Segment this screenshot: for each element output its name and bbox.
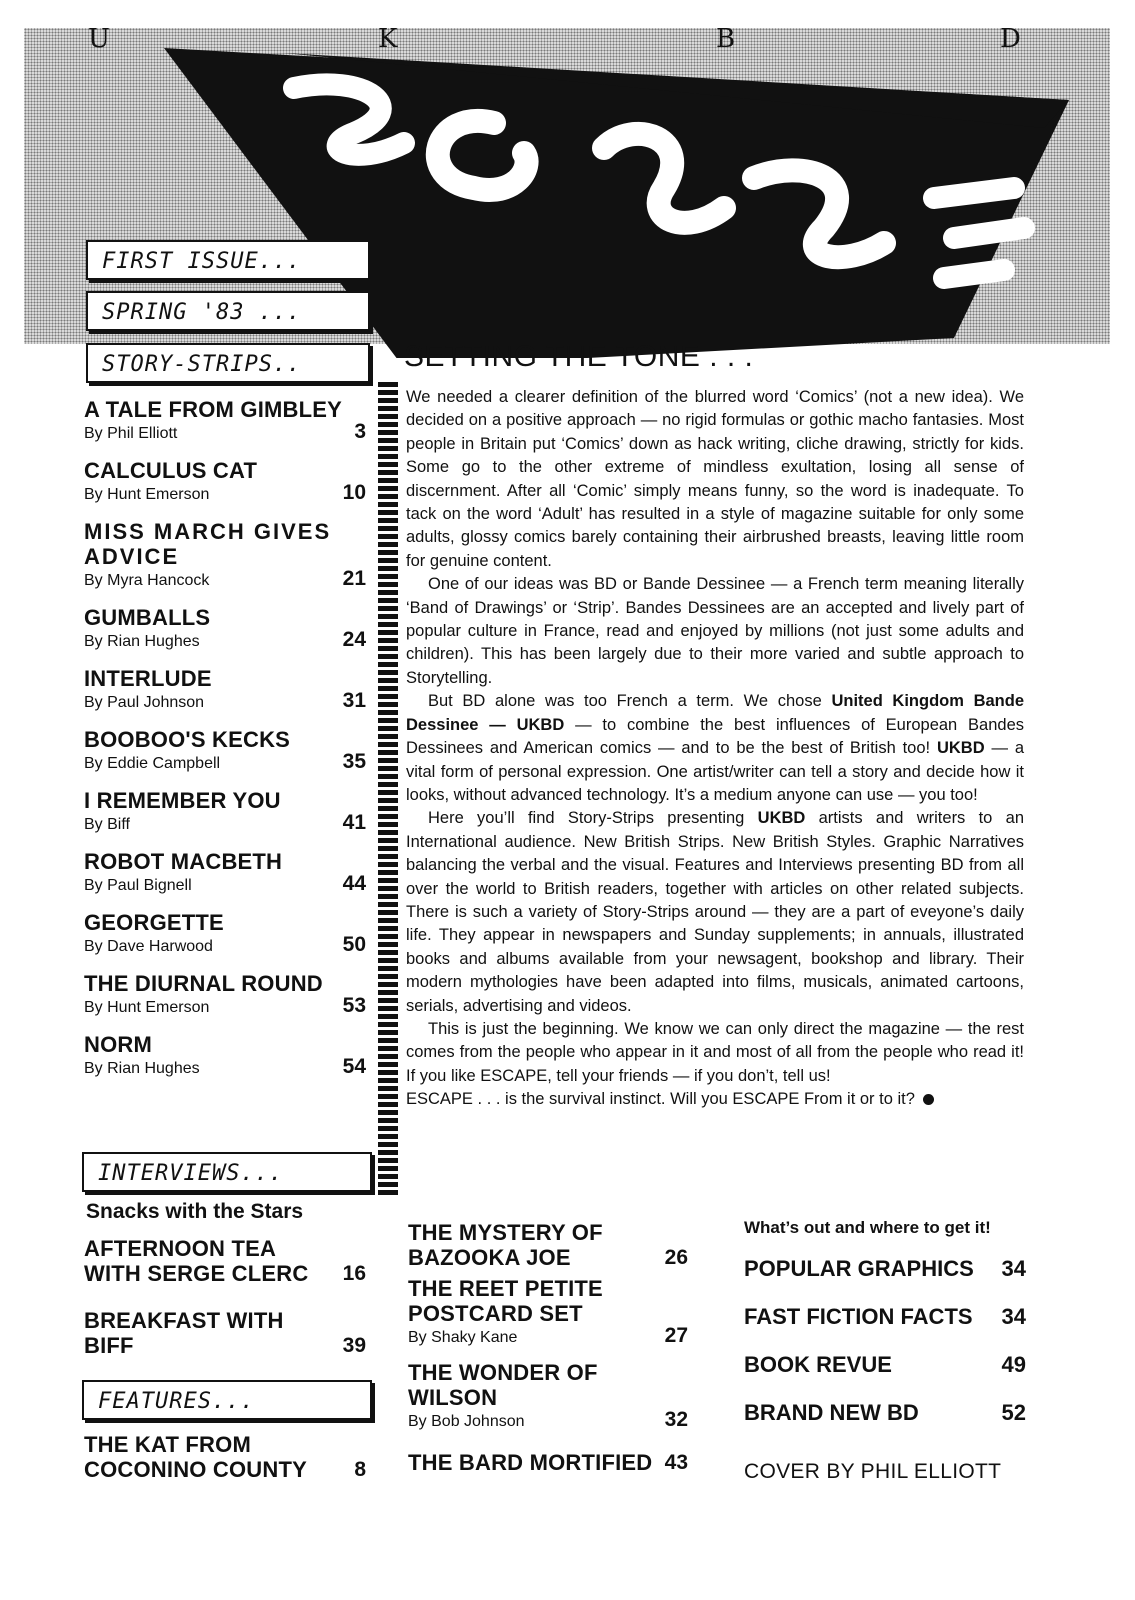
entry-title: MISS MARCH GIVES ADVICE [84, 519, 332, 569]
entry-page: 24 [342, 628, 366, 651]
toc-entry[interactable] [84, 397, 366, 444]
entry-author: By Paul Johnson [84, 694, 205, 711]
middle-contents [408, 1220, 688, 1475]
toc-entry[interactable] [84, 1432, 366, 1482]
entry-author: By Phil Elliott [84, 425, 178, 442]
entry-page: 16 [342, 1262, 366, 1285]
toc-entry[interactable] [84, 1308, 366, 1358]
toc-entry[interactable] [84, 727, 366, 774]
entry-title: THE DIURNAL ROUND [84, 971, 323, 996]
entry-title: THE MYSTERY OF BAZOOKA JOE [408, 1220, 603, 1270]
ukbd-letter-k: K [378, 24, 398, 54]
entry-page: 53 [342, 994, 366, 1017]
entry-author: By Eddie Campbell [84, 755, 221, 772]
entry-page: 50 [342, 933, 366, 956]
essay-paragraph: We needed a clearer definition of the blurred word ‘Comics’ (not a new idea). We decided on a positive approach — no rigid formulas or gothic macho fantasies. Most people in Britain put ‘Comics’ down as hack writing, cliche drawing, strictly for kids. Some go to the other extreme of mindless exultation, losing all sense of discernment. After all ‘Comic’ simply means funny, so the word is inadequate. To tack on the word ‘Adult’ has resulted in a style of magazine suitable for only some adults, glossy comics barely containing their airbrushed breasts, leaving little room for genuine content. [406, 388, 1024, 570]
entry-page: 49 [1001, 1352, 1026, 1377]
entry-page: 21 [342, 567, 366, 590]
entry-author: By Hunt Emerson [84, 486, 210, 503]
cover-credit: COVER BY PHIL ELLIOTT [744, 1460, 1002, 1483]
toc-entry[interactable] [408, 1360, 688, 1432]
ukbd-letter-u: U [88, 24, 110, 54]
toc-entry[interactable] [84, 666, 366, 713]
toc-entry[interactable] [744, 1256, 1026, 1282]
right-subtitle: What’s out and where to get it! [744, 1218, 991, 1237]
toc-entry[interactable] [84, 605, 366, 652]
essay-paragraph: But BD alone was too French a term. We chose United Kingdom Bande Dessinee — UKBD — to combine the best influences of European Bandes Dessinees and American comics — and to be the best of British too! UKBD — a vital form of personal expression. One artist/writer can tell a story and decide how it looks, without advanced technology. It’s a medium anyone can use — you too! [406, 692, 1025, 804]
entry-page: 41 [342, 811, 366, 834]
ukbd-letter-d: D [1000, 24, 1021, 54]
entry-title: THE KAT FROM COCONINO COUNTY [84, 1432, 307, 1482]
striped-divider [378, 382, 398, 1198]
entry-title: THE BARD MORTIFIED [408, 1450, 653, 1475]
toc-entry[interactable] [84, 1032, 366, 1079]
toc-entry[interactable] [84, 1236, 366, 1286]
essay-heading: SETTING THE TONE . . . [404, 340, 754, 373]
entry-page: 26 [664, 1246, 688, 1269]
entry-title: AFTERNOON TEA WITH SERGE CLERC [84, 1236, 309, 1286]
entry-page: 39 [342, 1334, 366, 1357]
entry-title: POPULAR GRAPHICS [744, 1256, 974, 1281]
essay-paragraph: Here you’ll find Story-Strips presenting UKBD artists and writers to an International audience. New British Strips. New British Styles. Graphic Narratives balancing the verbal and the visual. Features and Interviews presenting BD from all over the world to British readers, together with articles on other related subjects. There is such a variety of Story-Strips around — they are a part of eveyone’s daily life. They appear in newspapers and Sunday supplements; in annuals, illustrated books and albums available from your newsagent, bookshop and library. Their modern mythologies have been adapted into films, musicals, animated cartoons, serials, advertising and videos. [406, 809, 1025, 1015]
entry-title: BOOBOO'S KECKS [84, 727, 291, 752]
toc-entry[interactable] [84, 849, 366, 896]
entry-page: 34 [1001, 1256, 1026, 1281]
entry-author: By Biff [84, 816, 130, 833]
entry-title: GEORGETTE [84, 910, 224, 935]
entry-title: I REMEMBER YOU [84, 788, 281, 813]
entry-page: 27 [664, 1324, 688, 1347]
entry-author: By Paul Bignell [84, 877, 192, 894]
entry-page: 43 [664, 1451, 688, 1474]
interviews-subtitle: Snacks with the Stars [86, 1200, 304, 1223]
toc-entry[interactable] [84, 519, 366, 591]
entry-author: By Bob Johnson [408, 1413, 525, 1430]
first-issue-label: FIRST ISSUE... [86, 240, 370, 280]
entry-page: 44 [342, 872, 366, 895]
bullet-icon [923, 1094, 934, 1105]
interviews-label: INTERVIEWS... [82, 1152, 372, 1192]
toc-entry[interactable] [408, 1276, 688, 1348]
entry-author: By Myra Hancock [84, 572, 210, 589]
story-strips-label: STORY-STRIPS.. [86, 343, 370, 383]
entry-title: CALCULUS CAT [84, 458, 258, 483]
toc-entry[interactable] [84, 910, 366, 957]
entry-title: BREAKFAST WITH BIFF [84, 1308, 284, 1358]
toc-entry[interactable] [744, 1304, 1026, 1330]
toc-entry[interactable] [84, 971, 366, 1018]
essay-paragraph: This is just the beginning. We know we can only direct the magazine — the rest comes from the people who appear in it and most of all from the people who read it! If you like ESCAPE, tell your friends — if you don’t, tell us! [406, 1019, 1024, 1085]
features-list [84, 1432, 366, 1482]
essay-closing: ESCAPE . . . is the survival instinct. Will you ESCAPE From it or to it? [406, 1088, 1024, 1111]
entry-title: THE WONDER OF WILSON [408, 1360, 598, 1410]
entry-author: By Rian Hughes [84, 633, 200, 650]
toc-entry[interactable] [84, 458, 366, 505]
toc-entry[interactable] [408, 1220, 688, 1270]
entry-page: 52 [1001, 1400, 1026, 1425]
spring-label: SPRING '83 ... [86, 291, 370, 331]
toc-entry[interactable] [84, 788, 366, 835]
entry-page: 10 [342, 481, 366, 504]
entry-author: By Shaky Kane [408, 1329, 518, 1346]
entry-author: By Hunt Emerson [84, 999, 210, 1016]
story-strips-list [84, 397, 366, 1079]
entry-title: THE REET PETITE POSTCARD SET [408, 1276, 603, 1326]
entry-page: 32 [664, 1408, 688, 1431]
ukbd-letter-b: B [716, 24, 736, 54]
entry-title: FAST FICTION FACTS [744, 1304, 973, 1329]
entry-page: 34 [1001, 1304, 1026, 1329]
entry-title: BRAND NEW BD [744, 1400, 919, 1425]
right-contents [744, 1218, 1026, 1484]
entry-page: 54 [342, 1055, 366, 1078]
entry-title: ROBOT MACBETH [84, 849, 283, 874]
entry-author: By Dave Harwood [84, 938, 213, 955]
entry-title: GUMBALLS [84, 605, 211, 630]
entry-title: BOOK REVUE [744, 1352, 892, 1377]
entry-author: By Rian Hughes [84, 1060, 200, 1077]
entry-title: INTERLUDE [84, 666, 212, 691]
entry-title: NORM [84, 1032, 153, 1057]
interviews-list [84, 1200, 366, 1358]
entry-title: A TALE FROM GIMBLEY [84, 397, 343, 422]
features-label: FEATURES... [82, 1380, 372, 1420]
editorial-text [406, 386, 1024, 1112]
toc-entry[interactable] [408, 1450, 688, 1475]
entry-page: 35 [342, 750, 366, 773]
toc-entry[interactable] [744, 1400, 1026, 1426]
entry-page: 8 [354, 1458, 366, 1481]
entry-page: 31 [342, 689, 366, 712]
essay-paragraph: One of our ideas was BD or Bande Dessinee — a French term meaning literally ‘Band of Drawings’ or ‘Strip’. Bandes Dessinees are an accepted and lively part of popular culture in France, read and enjoyed by millions (not just some adults and children). This has been largely due to their more varied and subtle approach to Storytelling. [406, 575, 1024, 687]
entry-page: 3 [354, 420, 366, 443]
toc-entry[interactable] [744, 1352, 1026, 1378]
